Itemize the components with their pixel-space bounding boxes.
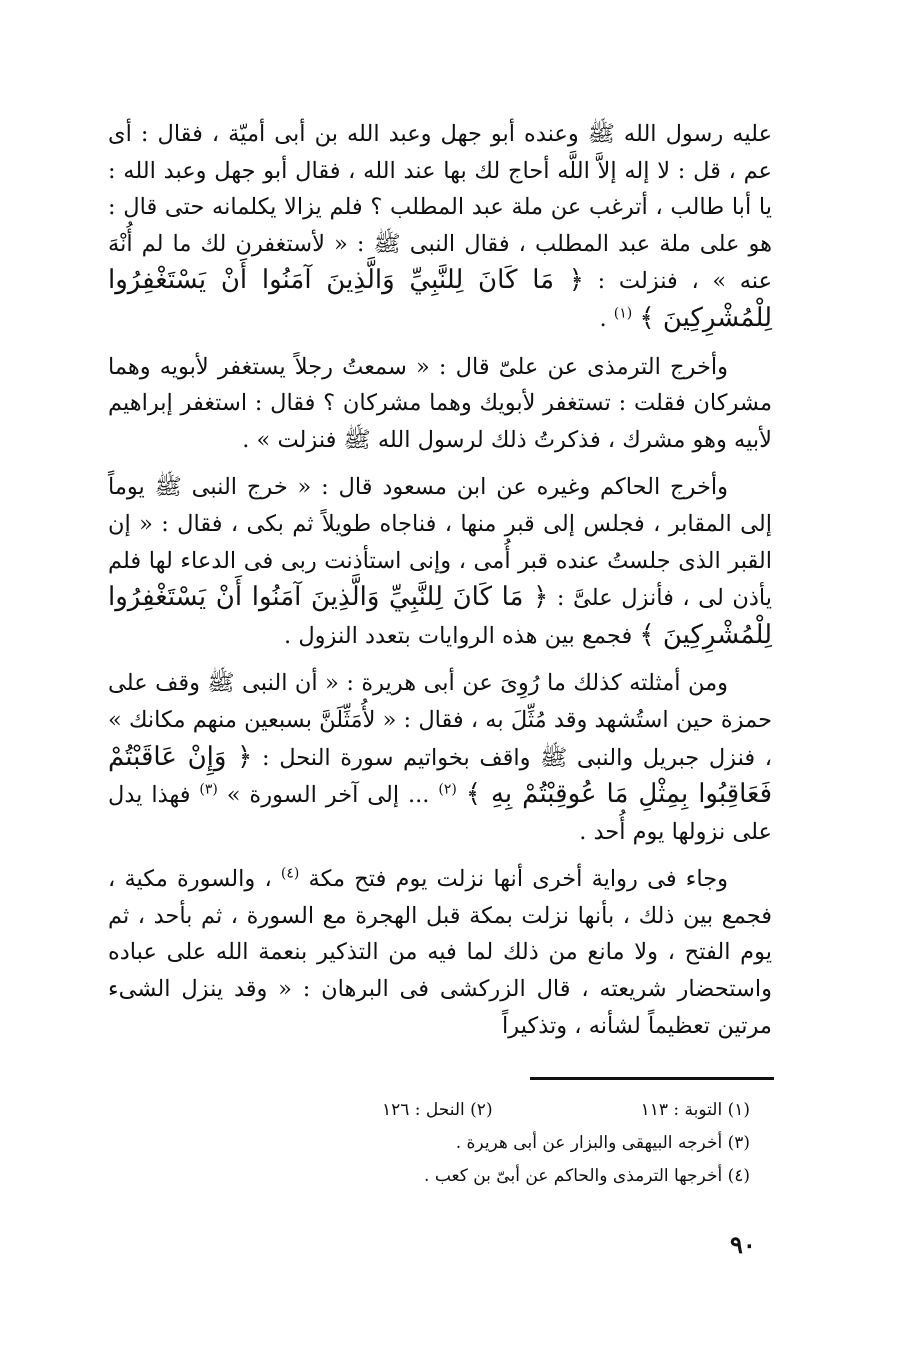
text-line: فنزلت : xyxy=(584,268,678,295)
text-line: على ملة عبد المطلب ، فقال النبى ﷺ : « لأستغفرن لك ما لم أُنْهَ عنه » ، xyxy=(108,230,773,295)
footnote-3: (٣) أخرجه البيهقى والبزار عن أبى هريرة . xyxy=(455,1133,750,1153)
text-line: فجلس إلى قبر منها ، فناجاه طويلاً ثم بكى ، فقال : « إن القبر الذى جلستُ xyxy=(108,510,772,574)
paragraph-5 xyxy=(108,861,772,1044)
text-line: فجمع بين هذه xyxy=(502,622,640,649)
quran-verse: ﴿ وَإِنْ عَاقَبْتُمْ فَعَاقِبُوا بِمِثْلِ مَا عُوقِبْتُمْ بِهِ ﴾ xyxy=(108,741,773,810)
text-line: وأخرج الترمذى عن علىّ قال : « سمعتُ رجلاً يستغفر لأبويه وهما مشركان xyxy=(108,353,773,417)
text-line: الروايات بتعدد النزول . xyxy=(284,622,495,649)
text-line: ولا مانع من ذلك لما فيه من التذكير بنعمة الله على عباده واستحضار شريعته ، xyxy=(108,939,772,1003)
text-line: قال الزركشى فى البرهان : « وقد ينزل الشىء مرتين تعظيماً لشأنه ، وتذكيراً xyxy=(108,976,772,1039)
paragraph-3 xyxy=(108,469,772,654)
footnotes xyxy=(150,1094,750,1193)
text-line: . xyxy=(599,305,614,332)
footnote-4: (٤) أخرجها الترمذى والحاكم عن أبىّ بن كعب . xyxy=(424,1166,750,1186)
page-number: ٩٠ xyxy=(730,1230,756,1259)
footnote-row xyxy=(150,1094,750,1127)
text-line: قل : لا إله إلاَّ اللَّه أحاج لك بها عند الله ، فقال أبو جهل وعبد الله : xyxy=(108,157,721,184)
text-line: عليه رسول الله ﷺ وعنده أبو جهل وعبد الله بن أبى أميّة ، فقال : أى عم ، xyxy=(108,121,772,184)
paragraph-2 xyxy=(108,349,772,459)
footnote-ref: (٢) xyxy=(438,781,457,798)
text-line: حين استُشهد وقد مُثِّلَ به ، فقال : « لأُمَثِّلَنَّ بسبعين منهم مكانك » ، فنزل جبريل xyxy=(108,706,772,771)
text-line: فهذا يدل على نزولها يوم أُحد . xyxy=(108,782,772,845)
text-line: يا أبا طالب ، أترغب عن ملة عبد المطلب ؟ فلم يزالا يكلمانه حتى قال : هو xyxy=(108,194,773,257)
paragraph-4 xyxy=(108,665,772,850)
text-line: فقلت : تستغفر لأبويك وهما مشركان ؟ فقال : استغفر إبراهيم لأبيه وهو مشرك ، xyxy=(108,390,772,453)
main-text xyxy=(108,116,772,1055)
text-line: وجاء فى رواية أخرى أنها نزلت يوم فتح مكة xyxy=(299,866,728,893)
footnote-ref: (٣) xyxy=(199,781,218,798)
text-line: فذكرتُ ذلك لرسول الله ﷺ فنزلت » . xyxy=(242,426,601,453)
text-line: عنده قبر أُمى ، وإنى استأذنت ربى فى الدعاء لها فلم يأذن لى ، فأنزل علىَّ : xyxy=(108,547,772,612)
footnote-1: (١) التوبة : ١١٣ xyxy=(640,1100,750,1120)
footnote-ref: (٤) xyxy=(280,865,300,882)
footnote-separator xyxy=(530,1077,774,1080)
quran-verse: ﴿ مَا كَانَ لِلنَّبِيِّ وَالَّذِينَ آمَنُوا أَنْ يَسْتَغْفِرُوا لِلْمُشْرِكِينَ ﴾ xyxy=(108,582,772,650)
text-line: ، والسورة مكية ، فجمع xyxy=(108,866,772,929)
text-line: وأخرج الحاكم وغيره عن ابن مسعود قال : « خرج النبى ﷺ يوماً إلى المقابر ، xyxy=(108,474,772,537)
footnote-ref: (١) xyxy=(613,305,633,322)
text-line: بين ذلك ، بأنها نزلت بمكة قبل الهجرة مع السورة ، ثم بأحد ، ثم يوم الفتح ، xyxy=(108,902,772,966)
paragraph-1 xyxy=(108,116,772,338)
footnote-2: (٢) النحل : ١٢٦ xyxy=(381,1100,493,1120)
quran-verse: ﴿ مَا كَانَ لِلنَّبِيِّ وَالَّذِينَ آمَنُوا أَنْ يَسْتَغْفِرُوا لِلْمُشْرِكِينَ ﴾ xyxy=(108,265,772,333)
text-line: ومن أمثلته كذلك ما رُوِىَ عن أبى هريرة : « أن النبى ﷺ وقف على حمزة xyxy=(108,670,772,733)
text-line: والنبى ﷺ واقف بخواتيم سورة النحل : xyxy=(252,744,634,771)
text-line: ... إلى آخر السورة » xyxy=(217,782,439,809)
